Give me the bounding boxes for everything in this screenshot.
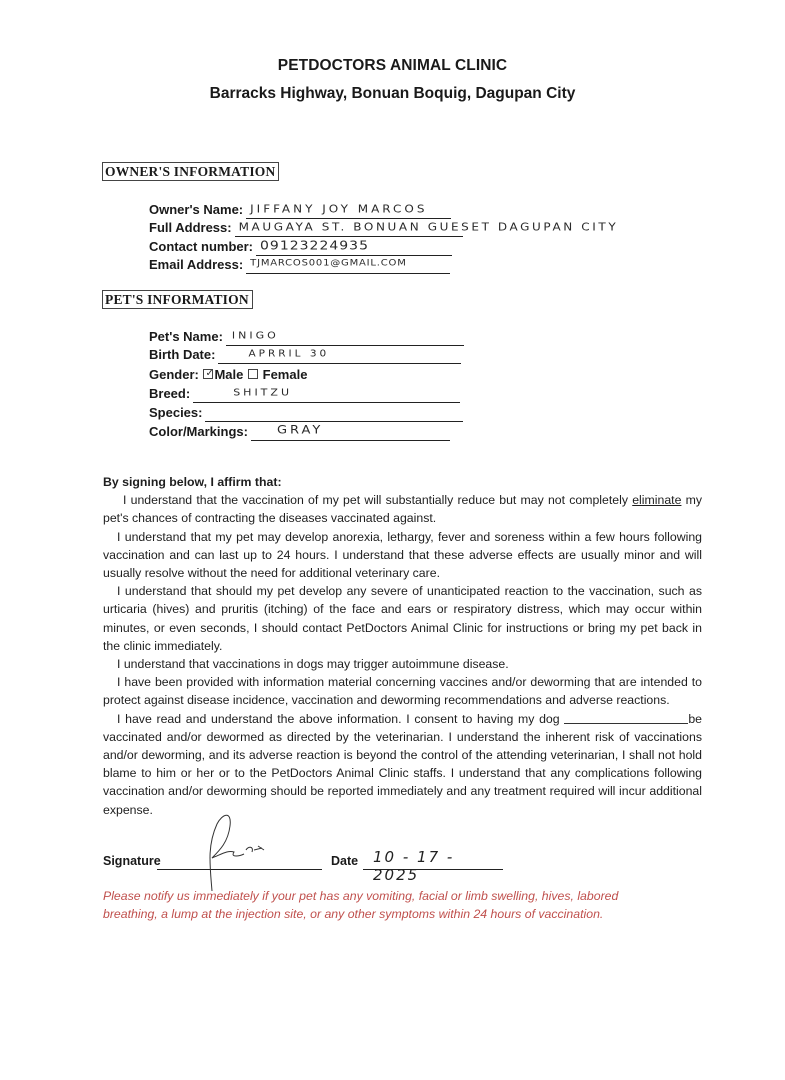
clinic-address: Barracks Highway, Bonuan Boquig, Dagupan City [209, 85, 576, 102]
breed-value: SHITZU [233, 386, 292, 399]
affirmation-paragraph-4: I understand that vaccinations in dogs may trigger autoimmune disease. [117, 657, 509, 672]
full-address-line[interactable] [235, 219, 619, 237]
affirmation-paragraph-6 [103, 710, 702, 819]
post-vaccination-notice: Please notify us immediately if your pet has any vomiting, facial or limb swelling, hives, labored breathing, a lump at the injection site, or any other symptoms within 24 hours of vaccination. [103, 889, 619, 921]
pet-name-line[interactable] [226, 328, 464, 346]
email-address-field[interactable] [149, 256, 450, 274]
owner-name-field[interactable] [149, 201, 451, 219]
full-address-label: Full Address: [149, 220, 232, 235]
pet-section-heading: PET'S INFORMATION [102, 290, 253, 309]
contact-number-line[interactable] [256, 238, 452, 256]
owner-section-heading: OWNER'S INFORMATION [102, 162, 279, 181]
owner-name-label: Owner's Name: [149, 202, 244, 217]
birth-date-line[interactable] [218, 346, 461, 364]
p6-text-a: I have read and understand the above information. I consent to having my dog [117, 711, 565, 726]
p1-text-b: my pet's chances of contracting the diseases vaccinated against. [103, 493, 703, 526]
email-address-line[interactable] [246, 256, 450, 274]
email-address-label: Email Address: [149, 257, 244, 272]
p1-underlined-word: eliminate [632, 493, 682, 508]
gender-female-checkbox[interactable] [248, 369, 258, 379]
pet-name-value: INIGO [231, 329, 279, 342]
contact-number-field[interactable] [149, 238, 452, 256]
birth-date-label: Birth Date: [149, 347, 216, 362]
contact-number-label: Contact number: [149, 239, 253, 254]
affirmation-paragraph-3: I understand that should my pet develop any severe of unanticipated reaction to the vaccination, such as urticaria (hives) and pruritis (itching) of the face and ears or respiratory distress, which may occur within minutes, or even seconds, I should contact PetDoctors Animal Clinic for instructions or bring my pet back in the clinic immediately. [103, 584, 702, 653]
date-value: 10 - 17 - 2025 [373, 848, 455, 884]
contact-number-value: 09123224935 [260, 238, 369, 254]
gender-field [149, 366, 307, 384]
p6-text-b: be vaccinated and/or dewormed as directed by the veterinarian. I understand the inherent risk of vaccinations and/or deworming, and its adverse reaction is beyond the control of the attending veterinarian, I shall not hold blame to him or her or to the PetDoctors Animal Clinic staffs. I understand that any complications following vaccination and/or deworming should be reported immediately and any treatment required will incur additional expense. [103, 711, 702, 817]
gender-male-label: Male [214, 367, 244, 382]
breed-line[interactable] [193, 385, 460, 403]
gender-label: Gender: [149, 367, 199, 382]
clinic-name: PETDOCTORS ANIMAL CLINIC [277, 57, 508, 74]
birth-date-value: APRRIL 30 [248, 348, 330, 360]
species-field[interactable] [149, 404, 463, 422]
color-markings-value: GRAY [276, 423, 324, 438]
breed-label: Breed: [149, 386, 191, 401]
owner-name-line[interactable] [246, 201, 451, 219]
signature-line[interactable] [157, 854, 322, 870]
owner-name-value: JIFFANY JOY MARCOS [250, 202, 428, 216]
full-address-field[interactable] [149, 219, 619, 237]
pet-name-label: Pet's Name: [149, 329, 223, 344]
checkmark-icon: ✓ [205, 368, 214, 379]
gender-female-label: Female [262, 367, 308, 382]
full-address-value: MAUGAYA ST. BONUAN GUESET DAGUPAN CITY [238, 220, 619, 234]
affirmation-paragraph-5: I have been provided with information material concerning vaccines and/or deworming that are intended to protect against disease incidence, vaccination and deworming recommendations and adverse reactions. [103, 675, 702, 708]
gender-male-checkbox[interactable] [203, 369, 213, 379]
email-address-value: TJMARCOS001@GMAIL.COM [250, 258, 407, 269]
affirmation-block [103, 473, 702, 819]
pet-name-field[interactable] [149, 328, 464, 346]
dog-name-blank[interactable] [564, 711, 688, 724]
color-markings-line[interactable] [251, 423, 450, 441]
color-markings-field[interactable] [149, 423, 450, 441]
color-markings-label: Color/Markings: [149, 424, 248, 439]
affirmation-paragraph-1 [103, 491, 702, 527]
signature-label: Signature [103, 854, 161, 868]
affirmation-heading: By signing below, I affirm that: [103, 475, 282, 489]
affirmation-paragraph-2: I understand that my pet may develop anorexia, lethargy, fever and soreness within a few hours following vaccination and can last up to 24 hours. I understand that these adverse effects are usually minor and will usually resolve without the need for additional veterinary care. [103, 529, 702, 581]
date-line[interactable] [363, 848, 503, 884]
date-label: Date [331, 854, 359, 868]
species-line[interactable] [205, 404, 463, 422]
breed-field[interactable] [149, 385, 460, 403]
species-label: Species: [149, 405, 203, 420]
birth-date-field[interactable] [149, 346, 461, 364]
p1-text-a: I understand that the vaccination of my pet will substantially reduce but may not completely [123, 493, 629, 508]
